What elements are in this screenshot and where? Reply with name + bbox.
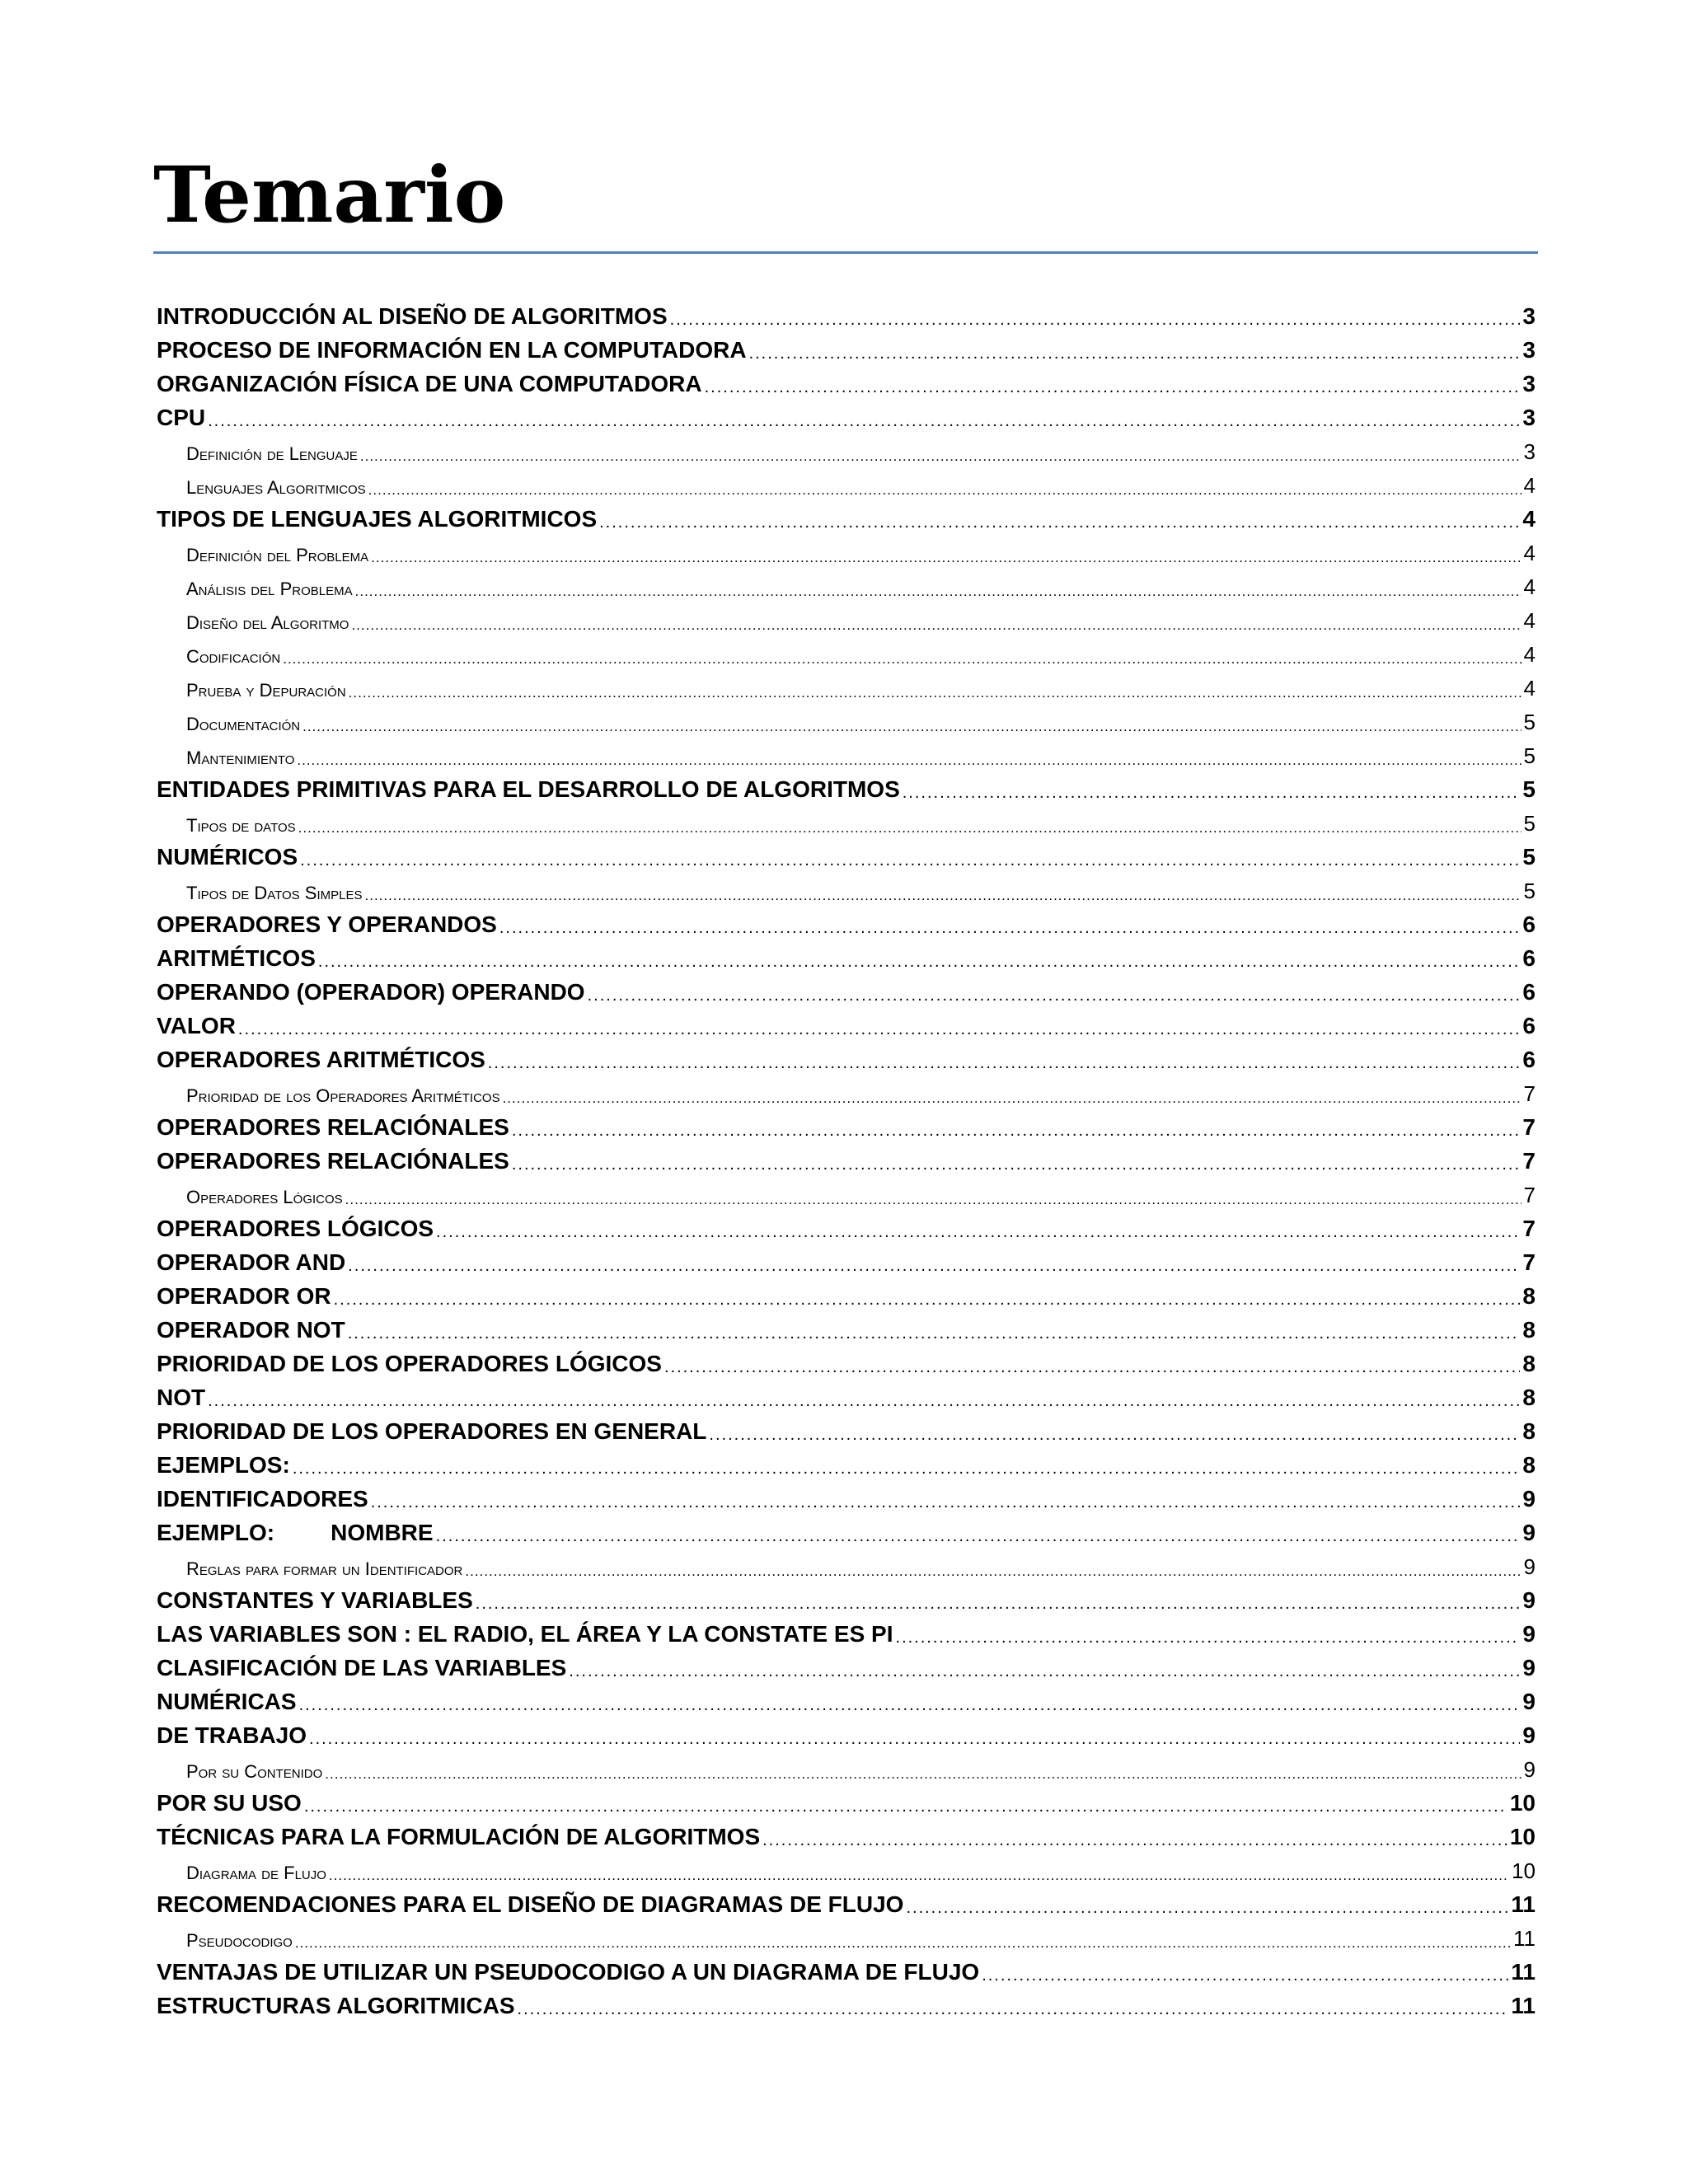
- dot-leader: [360, 448, 1522, 465]
- toc-entry-title[interactable]: Reglas para formar un Identificador: [186, 1558, 463, 1579]
- toc-page-number[interactable]: 11: [1511, 1891, 1536, 1917]
- toc-page-number[interactable]: 3: [1522, 303, 1536, 329]
- toc-entry-title[interactable]: IDENTIFICADORES: [157, 1486, 368, 1511]
- toc-subentry[interactable]: [157, 1546, 1536, 1580]
- toc-entry-title[interactable]: ARITMÉTICOS: [157, 945, 316, 971]
- dot-leader: [371, 550, 1521, 566]
- toc-page-number[interactable]: 10: [1509, 1790, 1536, 1816]
- toc-page-number[interactable]: 11: [1511, 1959, 1536, 1985]
- toc-page-number[interactable]: 7: [1522, 1249, 1536, 1275]
- toc-entry-title[interactable]: Tipos de Datos Simples: [186, 883, 363, 903]
- toc-entry[interactable]: [157, 499, 1536, 532]
- toc-entry-title[interactable]: VALOR: [157, 1013, 236, 1038]
- toc-subentry[interactable]: [157, 532, 1536, 566]
- toc-entry[interactable]: [157, 1783, 1536, 1816]
- toc-page-number[interactable]: 7: [1523, 1183, 1536, 1207]
- toc-entry[interactable]: [157, 397, 1536, 431]
- dot-leader: [349, 685, 1522, 701]
- toc-entry[interactable]: [157, 1242, 1536, 1276]
- dot-leader: [309, 1730, 1520, 1749]
- toc-page-number[interactable]: 9: [1522, 1689, 1536, 1714]
- toc-entry[interactable]: [157, 1005, 1536, 1039]
- dot-leader: [476, 1595, 1521, 1614]
- toc-page-number[interactable]: 5: [1522, 844, 1536, 869]
- toc-subentry[interactable]: [157, 600, 1536, 634]
- toc-entry-title[interactable]: NUMÉRICOS: [157, 844, 298, 869]
- toc-entry-title[interactable]: ENTIDADES PRIMITIVAS PARA EL DESARROLLO DE ALGORITMOS: [157, 776, 900, 802]
- toc-entry[interactable]: [157, 1647, 1536, 1681]
- toc-entry-title[interactable]: TIPOS DE LENGUAJES ALGORITMICOS: [157, 506, 598, 532]
- toc-entry-title[interactable]: OPERADOR OR: [157, 1283, 331, 1309]
- toc-page-number[interactable]: 7: [1522, 1216, 1536, 1241]
- toc-entry-title[interactable]: Diseño del Algoritmo: [186, 612, 349, 633]
- toc-entry[interactable]: [157, 1715, 1536, 1749]
- dot-leader: [436, 1527, 1521, 1546]
- dot-leader: [304, 1797, 1507, 1816]
- toc-entry-title[interactable]: RECOMENDACIONES PARA EL DISEÑO DE DIAGRAMAS DE FLUJO: [157, 1891, 904, 1917]
- toc-page-number[interactable]: 5: [1523, 811, 1536, 836]
- toc-entry-title[interactable]: Tipos de datos: [186, 815, 296, 836]
- toc-entry-title[interactable]: OPERADORES RELACIÓNALES: [157, 1114, 509, 1140]
- toc-entry-title[interactable]: OPERADOR NOT: [157, 1317, 345, 1343]
- toc-page-number[interactable]: 9: [1522, 1655, 1536, 1680]
- toc-subentry[interactable]: [157, 634, 1536, 668]
- toc-page-number[interactable]: 4: [1523, 608, 1536, 633]
- toc-subentry[interactable]: [157, 735, 1536, 769]
- dot-leader: [325, 1766, 1521, 1783]
- toc-subentry[interactable]: [157, 668, 1536, 701]
- table-of-contents: [157, 296, 1536, 2019]
- toc-page-number[interactable]: 7: [1523, 1081, 1536, 1106]
- toc-page-number[interactable]: 6: [1522, 912, 1536, 937]
- dot-leader: [348, 1324, 1521, 1343]
- dot-leader: [512, 1155, 1521, 1174]
- dot-leader: [329, 1868, 1509, 1884]
- toc-page-number[interactable]: 6: [1522, 1013, 1536, 1038]
- toc-page-number[interactable]: 10: [1512, 1858, 1536, 1883]
- dot-leader: [499, 919, 1521, 938]
- toc-entry-title[interactable]: OPERADOR AND: [157, 1249, 346, 1275]
- toc-page-number[interactable]: 5: [1523, 879, 1536, 903]
- toc-page-number[interactable]: 6: [1522, 979, 1536, 1005]
- toc-entry[interactable]: [157, 1276, 1536, 1310]
- toc-entry-title[interactable]: INTRODUCCIÓN AL DISEÑO DE ALGORITMOS: [157, 303, 668, 329]
- toc-page-number[interactable]: 11: [1513, 1926, 1536, 1951]
- toc-entry[interactable]: [157, 1985, 1536, 2019]
- toc-entry-title[interactable]: POR SU USO: [157, 1790, 302, 1816]
- toc-subentry[interactable]: [157, 701, 1536, 735]
- toc-page-number[interactable]: 4: [1523, 473, 1536, 498]
- toc-entry[interactable]: [157, 1411, 1536, 1445]
- toc-entry-title[interactable]: Análisis del Problema: [186, 579, 353, 599]
- dot-leader: [903, 784, 1521, 803]
- title-divider: [153, 251, 1538, 254]
- toc-entry[interactable]: [157, 1208, 1536, 1242]
- toc-entry[interactable]: [157, 837, 1536, 870]
- toc-page-number[interactable]: 8: [1522, 1317, 1536, 1343]
- dot-leader: [982, 1966, 1508, 1985]
- dot-leader: [355, 583, 1522, 600]
- toc-page-number[interactable]: 6: [1522, 945, 1536, 971]
- toc-entry[interactable]: [157, 1952, 1536, 1985]
- toc-subentry[interactable]: [157, 1174, 1536, 1208]
- toc-entry-title[interactable]: LAS VARIABLES SON : EL RADIO, EL ÁREA Y LA CONSTATE ES PI: [157, 1621, 893, 1647]
- dot-leader: [436, 1223, 1520, 1242]
- dot-leader: [503, 1090, 1522, 1107]
- toc-entry-title[interactable]: NUMÉRICAS: [157, 1689, 297, 1714]
- dot-leader: [293, 1460, 1521, 1479]
- toc-page-number[interactable]: 3: [1522, 405, 1536, 430]
- toc-entry-title[interactable]: Prioridad de los Operadores Aritméticos: [186, 1085, 500, 1106]
- toc-entry-title[interactable]: PROCESO DE INFORMACIÓN EN LA COMPUTADORA: [157, 337, 747, 363]
- toc-entry[interactable]: [157, 1884, 1536, 1918]
- toc-entry[interactable]: [157, 1107, 1536, 1141]
- toc-page-number[interactable]: 8: [1522, 1418, 1536, 1444]
- toc-page-number[interactable]: 10: [1509, 1824, 1536, 1849]
- dot-leader: [365, 888, 1522, 904]
- toc-entry-title[interactable]: CONSTANTES Y VARIABLES: [157, 1587, 473, 1613]
- dot-leader: [569, 1662, 1520, 1681]
- dot-leader: [518, 2000, 1509, 2019]
- toc-entry-title[interactable]: Definición del Problema: [186, 545, 369, 565]
- toc-entry-title[interactable]: TÉCNICAS PARA LA FORMULACIÓN DE ALGORITMOS: [157, 1824, 761, 1849]
- dot-leader: [488, 1054, 1521, 1073]
- page-title: Temario: [153, 150, 506, 241]
- dot-leader: [465, 1563, 1521, 1580]
- toc-entry[interactable]: [157, 938, 1536, 972]
- toc-entry-title[interactable]: EJEMPLO: NOMBRE: [157, 1520, 434, 1545]
- dot-leader: [238, 1020, 1521, 1039]
- toc-page-number[interactable]: 3: [1523, 439, 1536, 464]
- toc-page-number[interactable]: 9: [1522, 1621, 1536, 1647]
- toc-entry-title[interactable]: Documentación: [186, 714, 301, 734]
- toc-entry-title[interactable]: Por su Contenido: [186, 1761, 323, 1782]
- toc-page-number[interactable]: 9: [1522, 1486, 1536, 1511]
- toc-page-number[interactable]: 8: [1522, 1385, 1536, 1410]
- toc-entry[interactable]: [157, 330, 1536, 363]
- dot-leader: [295, 1935, 1511, 1952]
- dot-leader: [599, 513, 1520, 532]
- toc-page-number[interactable]: 9: [1522, 1722, 1536, 1748]
- dot-leader: [368, 482, 1522, 499]
- toc-entry-title[interactable]: CPU: [157, 405, 206, 430]
- toc-subentry[interactable]: [157, 870, 1536, 904]
- toc-entry[interactable]: [157, 1614, 1536, 1647]
- toc-entry-title[interactable]: Lenguajes Algoritmicos: [186, 477, 366, 498]
- toc-entry-title[interactable]: ORGANIZACIÓN FÍSICA DE UNA COMPUTADORA: [157, 371, 702, 396]
- toc-page-number[interactable]: 3: [1522, 337, 1536, 363]
- toc-page-number[interactable]: 9: [1522, 1587, 1536, 1613]
- dot-leader: [283, 651, 1521, 668]
- toc-subentry[interactable]: [157, 431, 1536, 465]
- dot-leader: [709, 1426, 1520, 1445]
- toc-subentry[interactable]: [157, 465, 1536, 499]
- toc-page-number[interactable]: 5: [1523, 710, 1536, 734]
- toc-entry-title[interactable]: Codificación: [186, 646, 281, 667]
- dot-leader: [664, 1358, 1520, 1377]
- toc-entry-title[interactable]: PRIORIDAD DE LOS OPERADORES EN GENERAL: [157, 1418, 707, 1444]
- toc-page-number[interactable]: 8: [1522, 1351, 1536, 1376]
- toc-entry-title[interactable]: Definición de Lenguaje: [186, 443, 358, 464]
- dot-leader: [906, 1899, 1508, 1918]
- toc-entry-title[interactable]: PRIORIDAD DE LOS OPERADORES LÓGICOS: [157, 1351, 662, 1376]
- dot-leader: [318, 953, 1521, 972]
- toc-subentry[interactable]: [157, 1749, 1536, 1783]
- toc-entry-title[interactable]: ESTRUCTURAS ALGORITMICAS: [157, 1993, 515, 2018]
- toc-entry-title[interactable]: CLASIFICACIÓN DE LAS VARIABLES: [157, 1655, 567, 1680]
- toc-page-number[interactable]: 7: [1522, 1114, 1536, 1140]
- toc-page-number[interactable]: 9: [1523, 1757, 1536, 1782]
- toc-entry[interactable]: [157, 904, 1536, 938]
- dot-leader: [705, 378, 1521, 397]
- dot-leader: [351, 617, 1521, 634]
- dot-leader: [298, 820, 1522, 837]
- toc-subentry[interactable]: [157, 1918, 1536, 1952]
- dot-leader: [297, 752, 1521, 769]
- dot-leader: [300, 851, 1520, 870]
- toc-entry[interactable]: [157, 1343, 1536, 1377]
- dot-leader: [512, 1122, 1521, 1141]
- toc-entry-title[interactable]: Pseudocodigo: [186, 1930, 293, 1951]
- toc-entry-title[interactable]: Mantenimiento: [186, 748, 295, 768]
- toc-entry[interactable]: [157, 363, 1536, 397]
- dot-leader: [208, 1392, 1520, 1411]
- toc-entry-title[interactable]: OPERANDO (OPERADOR) OPERANDO: [157, 979, 585, 1005]
- dot-leader: [670, 311, 1521, 330]
- toc-entry[interactable]: [157, 1310, 1536, 1343]
- toc-subentry[interactable]: [157, 1850, 1536, 1884]
- toc-entry-title[interactable]: NOT: [157, 1385, 206, 1410]
- toc-entry[interactable]: [157, 1681, 1536, 1715]
- toc-page-number[interactable]: 8: [1522, 1283, 1536, 1309]
- toc-page-number[interactable]: 9: [1522, 1520, 1536, 1545]
- toc-page-number[interactable]: 4: [1523, 676, 1536, 701]
- toc-subentry[interactable]: [157, 566, 1536, 600]
- toc-page-number[interactable]: 9: [1523, 1554, 1536, 1579]
- dot-leader: [348, 1257, 1520, 1276]
- toc-entry-title[interactable]: OPERADORES RELACIÓNALES: [157, 1148, 509, 1174]
- toc-page-number[interactable]: 7: [1522, 1148, 1536, 1174]
- toc-entry[interactable]: [157, 1039, 1536, 1073]
- dot-leader: [371, 1493, 1521, 1512]
- toc-entry[interactable]: [157, 1479, 1536, 1512]
- toc-entry-title[interactable]: OPERADORES ARITMÉTICOS: [157, 1047, 485, 1072]
- toc-page-number[interactable]: 4: [1523, 541, 1536, 565]
- toc-entry-title[interactable]: VENTAJAS DE UTILIZAR UN PSEUDOCODIGO A UN DIAGRAMA DE FLUJO: [157, 1959, 980, 1985]
- dot-leader: [896, 1629, 1521, 1647]
- toc-page-number[interactable]: 11: [1511, 1993, 1536, 2018]
- toc-page-number[interactable]: 4: [1522, 506, 1536, 532]
- dot-leader: [345, 1192, 1522, 1208]
- dot-leader: [208, 412, 1520, 431]
- toc-entry[interactable]: [157, 769, 1536, 803]
- toc-page-number[interactable]: 4: [1523, 642, 1536, 667]
- dot-leader: [762, 1831, 1507, 1850]
- toc-entry-title[interactable]: Diagrama de Flujo: [186, 1863, 326, 1883]
- toc-entry[interactable]: [157, 1377, 1536, 1411]
- toc-entry-title[interactable]: OPERADORES LÓGICOS: [157, 1216, 434, 1241]
- toc-subentry[interactable]: [157, 803, 1536, 837]
- toc-entry[interactable]: [157, 296, 1536, 330]
- toc-entry[interactable]: [157, 1141, 1536, 1174]
- toc-entry-title[interactable]: Prueba y Depuración: [186, 680, 346, 701]
- dot-leader: [334, 1291, 1521, 1310]
- dot-leader: [749, 344, 1521, 363]
- toc-entry[interactable]: [157, 1445, 1536, 1479]
- toc-entry[interactable]: [157, 972, 1536, 1005]
- dot-leader: [588, 987, 1521, 1005]
- toc-entry-title[interactable]: EJEMPLOS:: [157, 1452, 290, 1478]
- toc-entry-title[interactable]: DE TRABAJO: [157, 1722, 307, 1748]
- dot-leader: [302, 719, 1521, 735]
- toc-entry[interactable]: [157, 1580, 1536, 1614]
- dot-leader: [299, 1696, 1521, 1715]
- toc-entry-title[interactable]: Operadores Lógicos: [186, 1187, 343, 1207]
- toc-entry-title[interactable]: OPERADORES Y OPERANDOS: [157, 912, 497, 937]
- toc-page-number[interactable]: 5: [1522, 776, 1536, 802]
- toc-page-number[interactable]: 4: [1523, 574, 1536, 599]
- toc-subentry[interactable]: [157, 1073, 1536, 1107]
- toc-page-number[interactable]: 8: [1522, 1452, 1536, 1478]
- toc-entry[interactable]: [157, 1816, 1536, 1850]
- toc-page-number[interactable]: 3: [1522, 371, 1536, 396]
- toc-entry[interactable]: [157, 1512, 1536, 1546]
- toc-page-number[interactable]: 5: [1523, 743, 1536, 768]
- toc-page-number[interactable]: 6: [1522, 1047, 1536, 1072]
